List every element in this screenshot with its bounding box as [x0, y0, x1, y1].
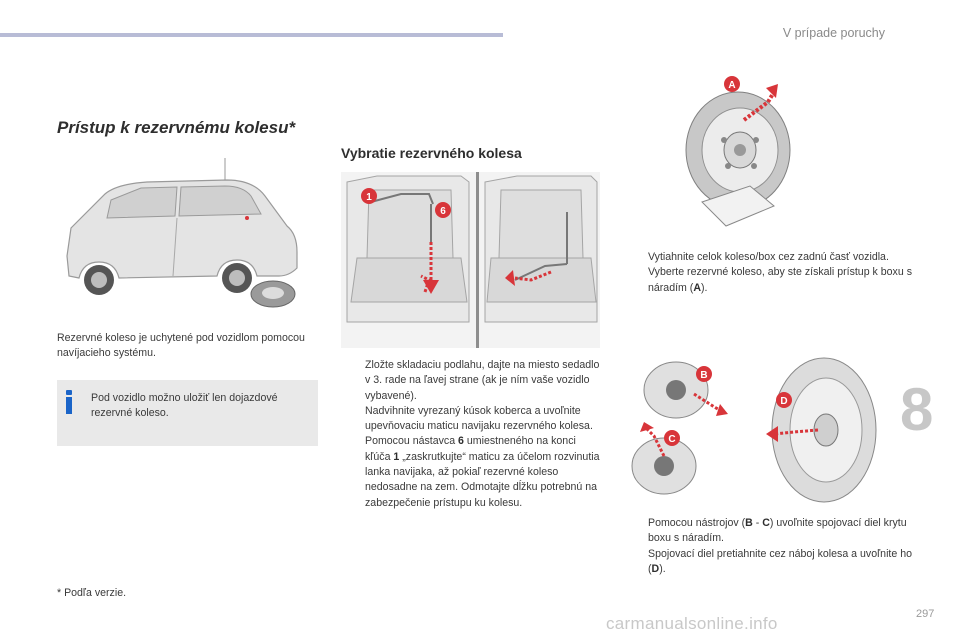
- right-bottom-steps-list: [624, 516, 912, 577]
- page-number: 297: [916, 608, 935, 620]
- chapter-number: 8: [900, 376, 934, 443]
- list-item: Spojovací diel pretiahnite cez náboj kolesa a uvoľnite ho (D).: [648, 547, 912, 575]
- list-item: Vyberte rezervné koleso, aby ste získali prístup k boxu s náradím (A).: [648, 266, 912, 294]
- callout-C: C: [668, 434, 676, 445]
- list-item: Nadvihnite vyrezaný kúsok koberca a uvoľnite upevňovaciu maticu navijaku rezervného kolesa.: [365, 404, 593, 433]
- page-title: Prístup k rezervnému kolesu*: [57, 118, 296, 137]
- header-bar: [0, 33, 503, 37]
- tools-illustration: [624, 340, 884, 510]
- list-item: Zložte skladaciu podlahu, dajte na miesto sedadlo v 3. rade na ľavej strane (ak je ním vaše vozidlo vybavené).: [365, 359, 600, 402]
- callout-B: B: [700, 370, 708, 381]
- trunk-illustration: [341, 172, 600, 348]
- footnote: * Podľa verzie.: [57, 587, 127, 599]
- callout-A: A: [728, 80, 736, 91]
- middle-steps-list: [341, 358, 603, 511]
- callout-1: 1: [366, 192, 372, 203]
- spare-wheel-illustration: [684, 70, 800, 242]
- info-icon: [65, 390, 73, 414]
- section-title: V prípade poruchy: [782, 26, 885, 40]
- right-top-steps-list: [624, 250, 912, 296]
- info-note: [57, 380, 318, 446]
- section-subtitle: Vybratie rezervného kolesa: [341, 145, 522, 161]
- watermark: carmanualsonline.info: [606, 614, 778, 633]
- list-item: Vytiahnite celok koleso/box cez zadnú časť vozidla.: [648, 251, 889, 263]
- list-item: Pomocou nástavca 6 umiestneného na konci kľúča 1 „zaskrutkujte“ maticu za účelom rozvinutia lanka navijaka, až pokiaľ rezervné koleso nedosadne na zem. Odmotajte dĺžku potrebnú na zabezpečenie prístupu ku kolesu.: [365, 435, 600, 509]
- info-text: Pod vozidlo možno uložiť len dojazdové rezervné koleso.: [91, 392, 278, 420]
- callout-6: 6: [440, 206, 446, 217]
- list-item: Pomocou nástrojov (B - C) uvoľnite spojovací diel krytu boxu s náradím.: [648, 517, 907, 545]
- car-illustration: [57, 156, 317, 316]
- callout-D: D: [780, 396, 788, 407]
- intro-paragraph: Rezervné koleso je uchytené pod vozidlom pomocou navíjacieho systému.: [57, 332, 305, 360]
